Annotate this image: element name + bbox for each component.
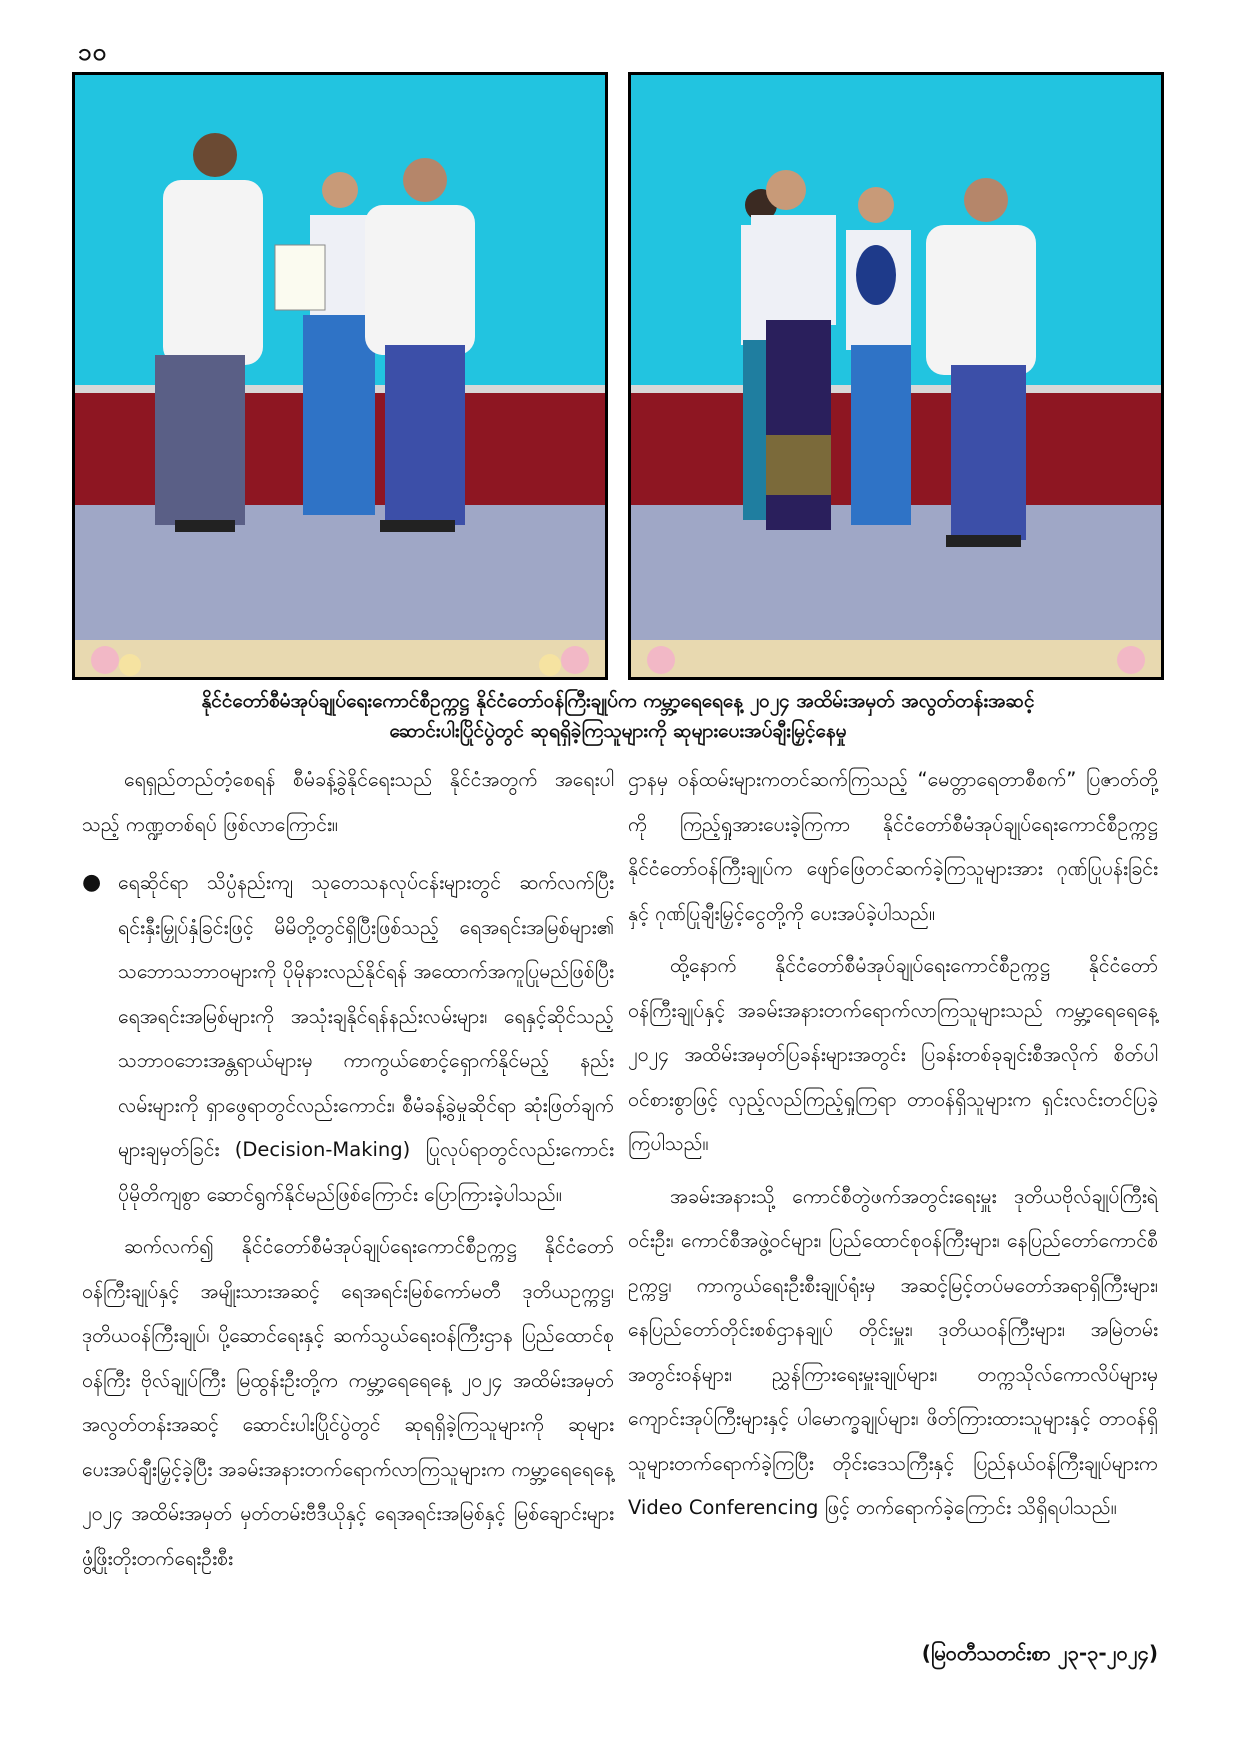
award-ceremony-photo-right <box>631 75 1161 677</box>
caption-line-1: နိုင်ငံတော်စီမံအုပ်ချုပ်ရေးကောင်စီဥက္ကဋ္ဌ နိုင်ငံတော်ဝန်ကြီးချုပ်က ကမ္ဘာ့ရေရေနေ့ ၂၀၂၄ အထိမ်းအမှတ် အလွတ်တန်းအဆင့် <box>201 690 1035 712</box>
left-paragraph-1: ရေရှည်တည်တံ့စေရန် စီမံခန့်ခွဲနိုင်ရေးသည် နိုင်ငံအတွက် အရေးပါသည့် ကဏ္ဍတစ်ရပ် ဖြစ်လာကြောင်း။ <box>82 768 614 836</box>
bullet-item <box>82 861 614 1217</box>
article-column-left <box>82 758 614 1581</box>
right-paragraph-2: ထို့နောက် နိုင်ငံတော်စီမံအုပ်ချုပ်ရေးကောင်စီဥက္ကဋ္ဌ နိုင်ငံတော်ဝန်ကြီးချုပ်နှင့် အခမ်းအနားတက်ရောက်လာကြသူများသည် ကမ္ဘာ့ရေရေနေ့ ၂၀၂၄ အထိမ်းအမှတ်ပြခန်းများအတွင်း ပြခန်းတစ်ခုချင်းစီအလိုက် စိတ်ပါဝင်စားစွာဖြင့် လှည့်လည်ကြည့်ရှုကြရာ တာဝန်ရှိသူများက ရှင်းလင်းတင်ပြခဲ့ကြပါသည်။ <box>628 954 1158 1155</box>
page-number: ၁၀ <box>78 38 107 66</box>
caption-line-2: ဆောင်းပါးပြိုင်ပွဲတွင် ဆုရရှိခဲ့ကြသူများကို ဆုများပေးအပ်ချီးမြှင့်နေမှု <box>389 720 847 742</box>
left-paragraph-2: ဆက်လက်၍ နိုင်ငံတော်စီမံအုပ်ချုပ်ရေးကောင်စီဥက္ကဋ္ဌ နိုင်ငံတော်ဝန်ကြီးချုပ်နှင့် အမျိုးသားအဆင့် ရေအရင်းမြစ်ကော်မတီ ဒုတိယဥက္ကဋ္ဌ၊ ဒုတိယဝန်ကြီးချုပ်၊ ပို့ဆောင်ရေးနှင့် ဆက်သွယ်ရေးဝန်ကြီးဌာန ပြည်ထောင်စုဝန်ကြီး ဗိုလ်ချုပ်ကြီး မြထွန်းဦးတို့က ကမ္ဘာ့ရေရေနေ့ ၂၀၂၄ အထိမ်းအမှတ်အလွတ်တန်းအဆင့် ဆောင်းပါးပြိုင်ပွဲတွင် ဆုရရှိခဲ့ကြသူများကို ဆုများပေးအပ်ချီးမြှင့်ခဲ့ပြီး အခမ်းအနားတက်ရောက်လာကြသူများက ကမ္ဘာ့ရေရေနေ့ ၂၀၂၄ အထိမ်းအမှတ် မှတ်တမ်းဗီဒီယိုနှင့် ရေအရင်းအမြစ်နှင့် မြစ်ချောင်းများ ဖွံ့ဖြိုးတိုးတက်ရေးဦးစီး <box>82 1235 614 1570</box>
right-paragraph-3: အခမ်းအနားသို့ ကောင်စီတွဲဖက်အတွင်းရေးမှူး ဒုတိယဗိုလ်ချုပ်ကြီးရဲဝင်းဦး၊ ကောင်စီအဖွဲ့ဝင်များ၊ ပြည်ထောင်စုဝန်ကြီးများ၊ နေပြည်တော်ကောင်စီဥက္ကဋ္ဌ၊ ကာကွယ်ရေးဦးစီးချုပ်ရုံးမှ အဆင့်မြင့်တပ်မတော်အရာရှိကြီးများ၊ နေပြည်တော်တိုင်းစစ်ဌာနချုပ် တိုင်းမှူး၊ ဒုတိယဝန်ကြီးများ၊ အမြဲတမ်းအတွင်းဝန်များ၊ ညွှန်ကြားရေးမှူးချုပ်များ၊ တက္ကသိုလ်ကောလိပ်များမှ ကျောင်းအုပ်ကြီးများနှင့် ပါမောက္ခချုပ်များ၊ ဖိတ်ကြားထားသူများနှင့် တာဝန်ရှိသူများတက်ရောက်ခဲ့ကြပြီး တိုင်းဒေသကြီးနှင့် ပြည်နယ်ဝန်ကြီးချုပ်များက Video Conferencing ဖြင့် တက်ရောက်ခဲ့ကြောင်း သိရှိရပါသည်။ <box>628 1184 1158 1519</box>
photo-right <box>628 72 1164 680</box>
article-column-right <box>628 758 1158 1531</box>
photo-caption <box>72 686 1164 746</box>
photo-left <box>72 72 608 680</box>
bullet-text: ရေဆိုင်ရာ သိပ္ပံနည်းကျ သုတေသနလုပ်ငန်းများတွင် ဆက်လက်ပြီး ရင်းနှီးမြှုပ်နှံခြင်းဖြင့် မိမိတို့တွင်ရှိပြီးဖြစ်သည့် ရေအရင်းအမြစ်များ၏ သဘောသဘာဝများကို ပိုမိုနားလည်နိုင်ရန် အထောက်အကူပြုမည်ဖြစ်ပြီး ရေအရင်းအမြစ်များကို အသုံးချနိုင်ရန်နည်းလမ်းများ၊ ရေနှင့်ဆိုင်သည့် သဘာဝဘေးအန္တရာယ်များမှ ကာကွယ်စောင့်ရှောက်နိုင်မည့် နည်းလမ်းများကို ရှာဖွေရာတွင်လည်းကောင်း၊ စီမံခန့်ခွဲမှုဆိုင်ရာ ဆုံးဖြတ်ချက်များချမှတ်ခြင်း (Decision-Making) ပြုလုပ်ရာတွင်လည်းကောင်း ပိုမိုတိကျစွာ ဆောင်ရွက်နိုင်မည်ဖြစ်ကြောင်း ပြောကြားခဲ့ပါသည်။ <box>118 871 614 1206</box>
bullet-icon: ● <box>82 870 102 895</box>
right-paragraph-1: ဌာနမှ ဝန်ထမ်းများကတင်ဆက်ကြသည့် “မေတ္တာရေတာစီစက်” ပြဇာတ်တို့ကို ကြည့်ရှုအားပေးခဲ့ကြကာ နိုင်ငံတော်စီမံအုပ်ချုပ်ရေးကောင်စီဥက္ကဋ္ဌ နိုင်ငံတော်ဝန်ကြီးချုပ်က ဖျော်ဖြေတင်ဆက်ခဲ့ကြသူများအား ဂုဏ်ပြုပန်းခြင်းနှင့် ဂုဏ်ပြုချီးမြှင့်ငွေတို့ကို ပေးအပ်ခဲ့ပါသည်။ <box>628 768 1158 925</box>
source-citation: (မြဝတီသတင်းစာ ၂၃-၃-၂၀၂၄) <box>921 1641 1158 1665</box>
award-ceremony-photo-left <box>75 75 605 677</box>
